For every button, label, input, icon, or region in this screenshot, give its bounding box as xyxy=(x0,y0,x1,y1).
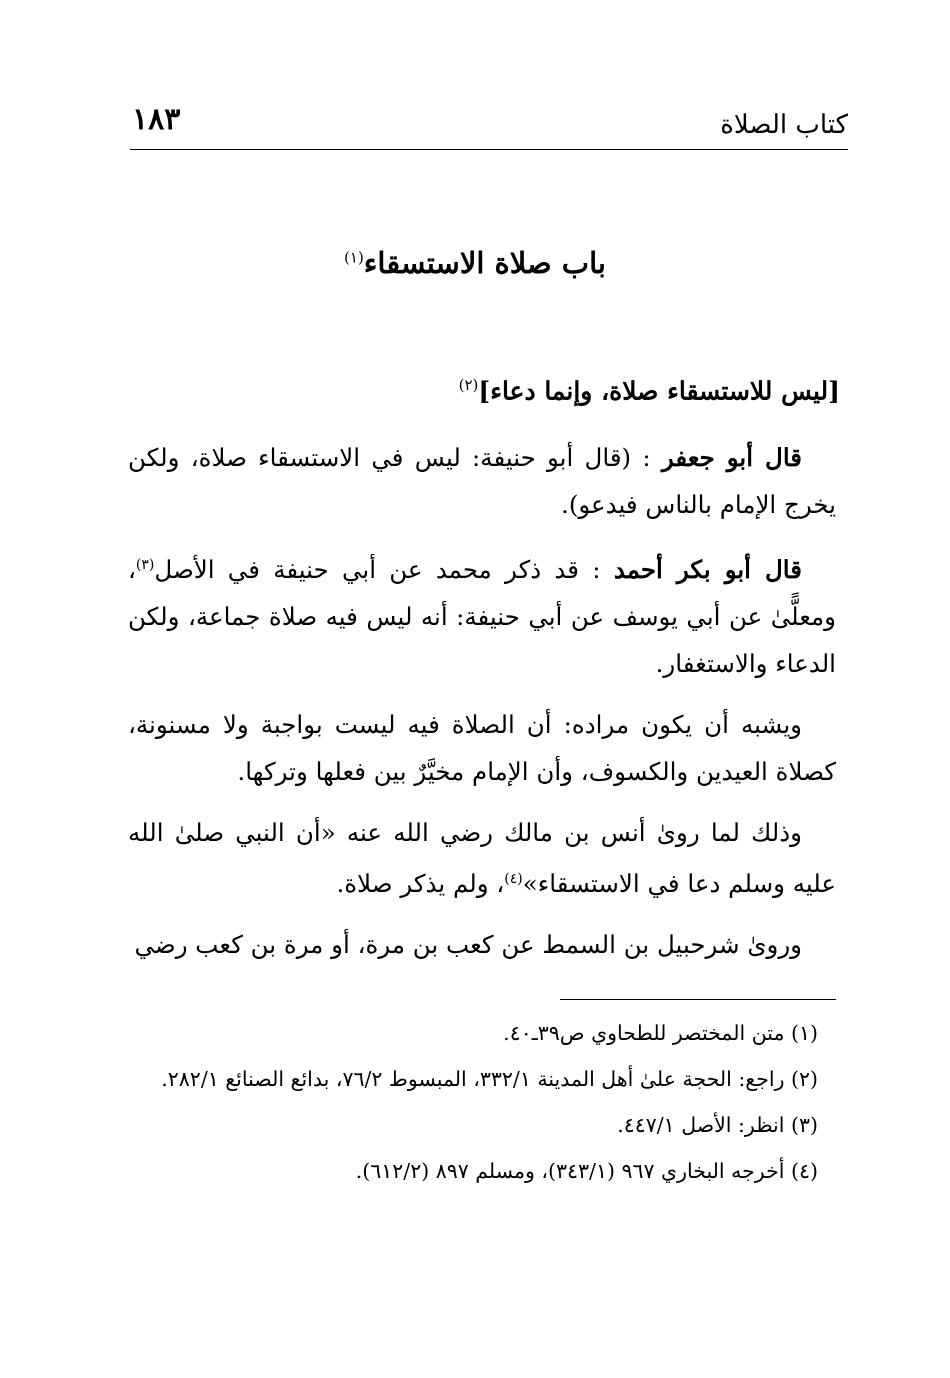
footnote-2: (٢) راجع: الحجة علىٰ أهل المدينة ٣٣٢/١، المبسوط ٧٦/٢، بدائع الصنائع ٢٨٢/١. xyxy=(161,1067,818,1091)
running-title: كتاب الصلاة xyxy=(720,110,848,140)
paragraph-2-text-a: : قد ذكر محمد عن أبي حنيفة في الأصل xyxy=(154,555,601,585)
paragraph-4-text-a: وذلك لما رویٰ أنس بن مالك رضي الله عنه «أن النبي صلىٰ الله عليه وسلم دعا في الاستسقاء» xyxy=(128,818,836,899)
footnote-separator xyxy=(560,999,836,1000)
paragraph-2-text-b: ، ومعلًّىٰ عن أبي يوسف عن أبي حنيفة: أنه ليس فيه صلاة جماعة، ولكن الدعاء والاستغفار. xyxy=(128,555,836,679)
paragraph-3 xyxy=(128,701,836,795)
footnote-ref-2: (٢) xyxy=(458,376,479,394)
paragraph-4 xyxy=(128,809,836,907)
paragraph-5 xyxy=(128,921,836,968)
chapter-title xyxy=(0,246,950,280)
body-text xyxy=(128,434,836,982)
section-heading xyxy=(459,376,840,405)
footnote-4: (٤) أخرجه البخاري ٩٦٧ (٣٤٣/١)، ومسلم ٨٩٧ (٦١٢/٢). xyxy=(355,1159,818,1183)
paragraph-5-text: ورویٰ شرحبيل بن السمط عن كعب بن مرة، أو مرة بن كعب رضي xyxy=(134,930,802,960)
speaker-abu-jafar: قال أبو جعفر xyxy=(661,443,802,472)
footnote-ref-1: (١) xyxy=(344,248,364,267)
page-number: ١٨٣ xyxy=(132,102,181,137)
paragraph-2 xyxy=(128,542,836,687)
section-heading-text: [ليس للاستسقاء صلاة، وإنما دعاء] xyxy=(478,376,840,406)
paragraph-4-text-b: ، ولم يذكر صلاة. xyxy=(336,869,505,899)
footnotes xyxy=(128,1013,836,1197)
chapter-title-text: باب صلاة الاستسقاء xyxy=(363,246,606,280)
footnote-3: (٣) انظر: الأصل ٤٤٧/١. xyxy=(617,1113,818,1137)
page-header xyxy=(130,100,848,150)
paragraph-3-text: ويشبه أن يكون مراده: أن الصلاة فيه ليست بواجبة ولا مسنونة، كصلاة العيدين والكسوف، وأن الإمام مخيَّرٌ بين فعلها وتركها. xyxy=(128,710,836,787)
header-rule xyxy=(130,149,848,150)
footnote-1: (١) متن المختصر للطحاوي ص٣٩ـ٤٠. xyxy=(503,1021,818,1045)
paragraph-1 xyxy=(128,434,836,528)
footnote-ref-3: (٣) xyxy=(135,557,155,573)
paragraph-1-text: : (قال أبو حنيفة: ليس في الاستسقاء صلاة، ولكن يخرج الإمام بالناس فيدعو). xyxy=(128,443,836,519)
footnote-ref-4: (٤) xyxy=(504,871,523,888)
speaker-abu-bakr-ahmad: قال أبو بكر أحمد xyxy=(613,555,802,585)
